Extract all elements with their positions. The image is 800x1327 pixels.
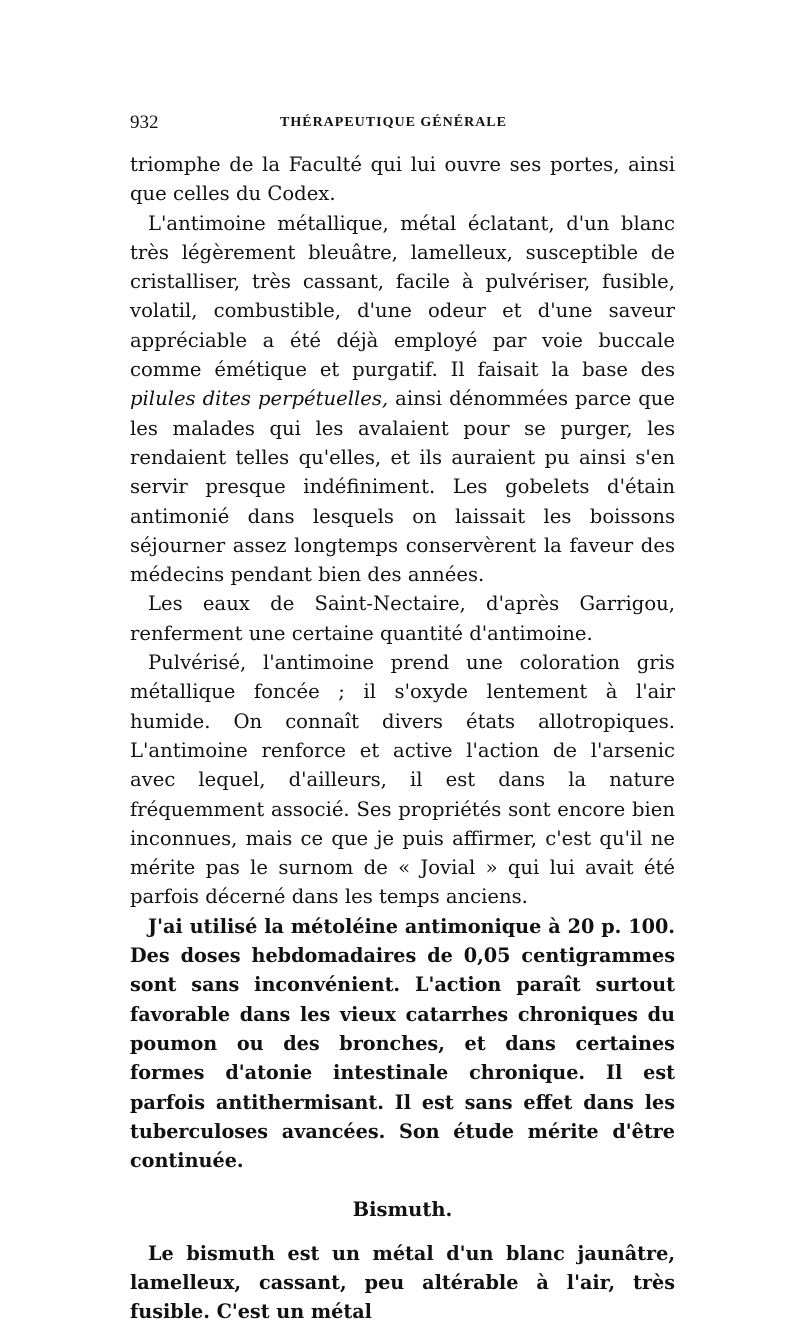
running-title: THÉRAPEUTIQUE GÉNÉRALE <box>280 115 507 130</box>
paragraph-continuation: triomphe de la Faculté qui lui ouvre ses portes, ainsi que celles du Codex. <box>130 153 675 206</box>
paragraph-bismuth: Le bismuth est un métal d'un blanc jaunâtre, lamelleux, cassant, peu altérable à l'air, très fusible. C'est un métal <box>130 1241 675 1324</box>
italic-term: pilules dites perpétuelles, <box>130 387 389 411</box>
paragraph-antimoine-metallique <box>130 209 675 590</box>
body-text <box>130 150 675 1327</box>
paragraph-metoleine: J'ai utilisé la métoléine antimonique à 20 p. 100. Des doses hebdomadaires de 0,05 centigrammes sont sans inconvénient. L'action paraît surtout favorable dans les vieux catarrhes chroniques du poumon ou des bronches, et dans certaines formes d'atonie intestinale chronique. Il est parfois antithermisant. Il est sans effet dans les tuberculoses avancées. Son étude mérite d'être continuée. <box>130 914 675 1173</box>
section-heading-bismuth: Bismuth. <box>352 1198 453 1222</box>
page-number: 932 <box>130 112 159 133</box>
paragraph-text: ainsi dénommées parce que les malades qui les avalaient pour se purger, les rendaient telles qu'elles, et ils auraient pu ainsi s'en servir presque indéfiniment. Les gobelets d'étain antimonié dans lesquels on laissait les boissons séjourner assez longtemps conservèrent la faveur des médecins pendant bien des années. <box>130 387 675 587</box>
page-header <box>130 112 675 142</box>
paragraph-pulverise: Pulvérisé, l'antimoine prend une coloration gris métallique foncée ; il s'oxyde lentement à l'air humide. On connaît divers états allotropiques. L'antimoine renforce et active l'action de l'arsenic avec lequel, d'ailleurs, il est dans la nature fréquemment associé. Ses propriétés sont encore bien inconnues, mais ce que je puis affirmer, c'est qu'il ne mérite pas le surnom de « Jovial » qui lui avait été parfois décerné dans les temps anciens. <box>130 651 675 909</box>
paragraph-saint-nectaire: Les eaux de Saint-Nectaire, d'après Garrigou, renferment une certaine quantité d'antimoine. <box>130 592 675 645</box>
paragraph-text: L'antimoine métallique, métal éclatant, d'un blanc très légèrement bleuâtre, lamelleux, susceptible de cristalliser, très cassant, facile à pulvériser, fusible, volatil, combustible, d'une odeur et d'une saveur appréciable a été déjà employé par voie buccale comme émétique et purgatif. Il faisait la base des <box>130 211 675 382</box>
